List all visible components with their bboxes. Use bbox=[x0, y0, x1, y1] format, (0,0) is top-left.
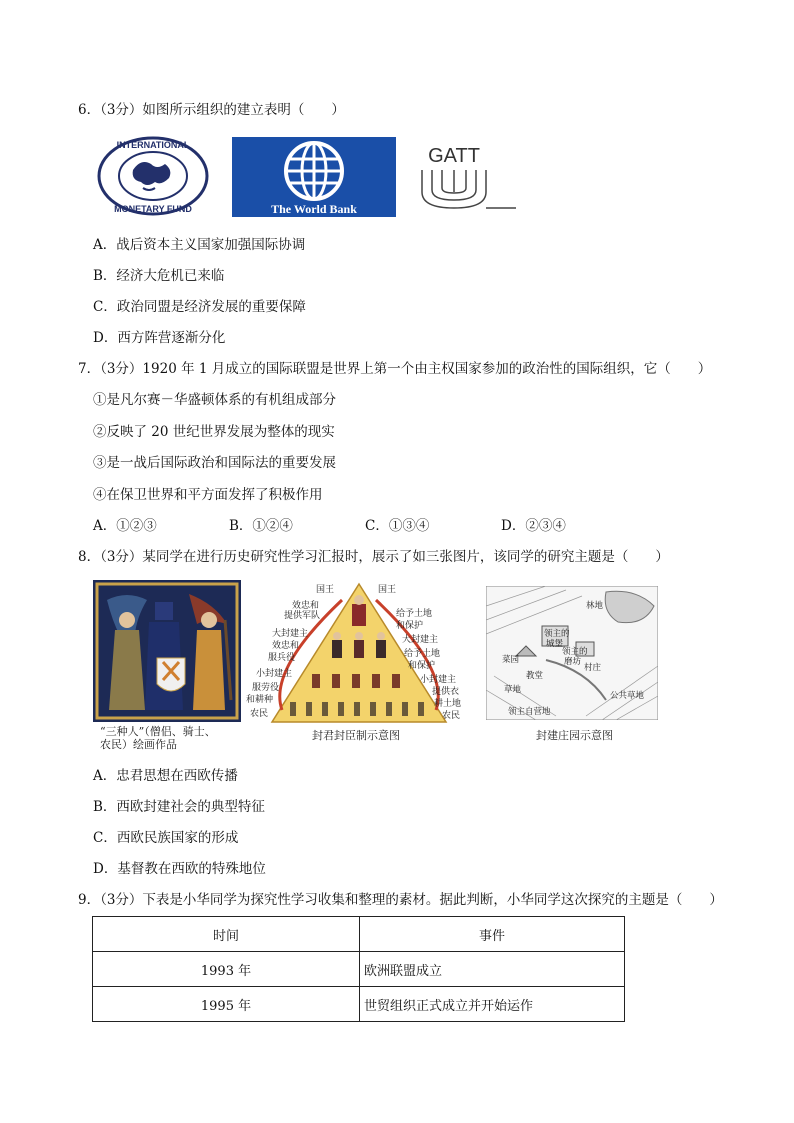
pyramid-left-4: 服兵役 bbox=[268, 653, 296, 663]
pyramid-right-2: 大封建主 bbox=[402, 635, 439, 645]
manor-label-2: 领主的 bbox=[562, 647, 588, 657]
q8-option-d[interactable]: D．基督教在西欧的特殊地位 bbox=[93, 861, 266, 877]
manor-label-1: 城堡 bbox=[546, 639, 564, 649]
q8-option-c[interactable]: C．西欧民族国家的形成 bbox=[93, 830, 239, 846]
gatt-logo bbox=[402, 140, 518, 216]
q6-option-b[interactable]: B．经济大危机已来临 bbox=[93, 268, 225, 284]
q8-stem: 8．（3分）某同学在进行历史研究性学习汇报时，展示了如三张图片，该同学的研究主题是（ ） bbox=[78, 549, 669, 565]
q6-option-a[interactable]: A．战后资本主义国家加强国际协调 bbox=[93, 237, 306, 253]
pyramid-right-5: 小封建主 bbox=[420, 675, 457, 685]
pyramid-left-7: 和耕种 bbox=[246, 695, 274, 705]
fig3-caption: 封建庄园示意图 bbox=[536, 729, 613, 742]
q7-option-b[interactable]: B．①②④ bbox=[229, 518, 293, 534]
table-row bbox=[93, 952, 625, 987]
q7-option-d[interactable]: D．②③④ bbox=[501, 518, 566, 534]
three-estates-painting bbox=[93, 580, 241, 722]
pyramid-left-8: 农民 bbox=[250, 709, 269, 719]
q7-option-c[interactable]: C．①③④ bbox=[365, 518, 430, 534]
manor-label-8: 领主自营地 bbox=[508, 707, 551, 717]
q9-table-header-row bbox=[93, 917, 625, 952]
manor-label-7: 草地 bbox=[504, 685, 522, 695]
pyramid-left-3: 效忠和 bbox=[272, 641, 300, 651]
pyramid-left-5: 小封建主 bbox=[256, 669, 293, 679]
q9-table-cell-event: 世贸组织正式成立并开始运作 bbox=[360, 987, 625, 1022]
pyramid-top-right: 国王 bbox=[378, 585, 397, 595]
manor-label-10: 林地 bbox=[586, 601, 604, 611]
pyramid-top-left: 国王 bbox=[316, 585, 335, 595]
q6-option-c[interactable]: C．政治同盟是经济发展的重要保障 bbox=[93, 299, 306, 315]
q7-item-1: ①是凡尔赛－华盛顿体系的有机组成部分 bbox=[93, 392, 336, 408]
table-row bbox=[93, 987, 625, 1022]
pyramid-left-6: 服劳役 bbox=[252, 683, 280, 693]
q9-table-cell-time: 1995 年 bbox=[93, 987, 360, 1022]
q9-table-cell-event: 欧洲联盟成立 bbox=[360, 952, 625, 987]
pyramid-right-1: 和保护 bbox=[396, 621, 424, 631]
pyramid-left-0: 效忠和 bbox=[292, 601, 320, 611]
q7-option-a[interactable]: A．①②③ bbox=[93, 518, 157, 534]
feudal-pyramid-diagram bbox=[244, 580, 474, 726]
pyramid-right-0: 给予土地 bbox=[396, 609, 433, 619]
q7-item-4: ④在保卫世界和平方面发挥了积极作用 bbox=[93, 487, 323, 503]
worldbank-logo bbox=[232, 137, 396, 217]
q7-item-3: ③是一战后国际政治和国际法的重要发展 bbox=[93, 455, 336, 471]
q9-stem: 9．（3分）下表是小华同学为探究性学习收集和整理的素材。据此判断，小华同学这次探究的主题是（ ） bbox=[78, 892, 723, 908]
q9-table-header-event: 事件 bbox=[360, 917, 625, 952]
q6-stem: 6．（3分）如图所示组织的建立表明（ ） bbox=[78, 102, 345, 118]
q9-table-header-time: 时间 bbox=[93, 917, 360, 952]
manor-diagram bbox=[486, 586, 658, 720]
q8-option-a[interactable]: A．忠君思想在西欧传播 bbox=[93, 768, 238, 784]
manor-label-5: 教堂 bbox=[526, 671, 544, 681]
pyramid-left-1: 提供军队 bbox=[284, 611, 321, 621]
fig1-caption-line1: “三种人”（僧侣、骑士、 bbox=[100, 725, 216, 738]
q8-option-b[interactable]: B．西欧封建社会的典型特征 bbox=[93, 799, 265, 815]
q6-option-d[interactable]: D．西方阵营逐渐分化 bbox=[93, 330, 226, 346]
q7-stem: 7．（3分）1920 年 1 月成立的国际联盟是世界上第一个由主权国家参加的政治性的国际组织，它（ ） bbox=[78, 361, 712, 377]
q9-table-cell-time: 1993 年 bbox=[93, 952, 360, 987]
fig1-caption-line2: 农民）绘画作品 bbox=[100, 738, 177, 751]
pyramid-right-6: 提供衣 bbox=[432, 687, 460, 697]
gatt-logo-text: GATT bbox=[428, 145, 480, 167]
imf-logo bbox=[97, 136, 209, 216]
manor-label-9: 公共草地 bbox=[610, 691, 645, 701]
pyramid-right-3: 给予土地 bbox=[404, 649, 441, 659]
pyramid-right-8: 农民 bbox=[442, 711, 461, 721]
manor-label-4: 菜园 bbox=[502, 655, 520, 665]
pyramid-right-7: 耕土地 bbox=[434, 699, 462, 709]
q9-table bbox=[92, 916, 625, 1022]
manor-label-0: 领主的 bbox=[544, 629, 570, 639]
worldbank-logo-text: The World Bank bbox=[271, 202, 357, 216]
fig2-caption: 封君封臣制示意图 bbox=[312, 729, 400, 742]
pyramid-left-2: 大封建主 bbox=[272, 629, 309, 639]
imf-logo-text-top: INTERNATIONAL bbox=[116, 140, 190, 150]
manor-label-3: 磨坊 bbox=[564, 657, 582, 667]
manor-label-6: 村庄 bbox=[584, 663, 602, 673]
pyramid-right-4: 和保护 bbox=[408, 661, 436, 671]
q7-options bbox=[93, 517, 653, 535]
imf-logo-text-bottom: MONETARY FUND bbox=[114, 204, 192, 214]
q7-item-2: ②反映了 20 世纪世界发展为整体的现实 bbox=[93, 424, 335, 440]
